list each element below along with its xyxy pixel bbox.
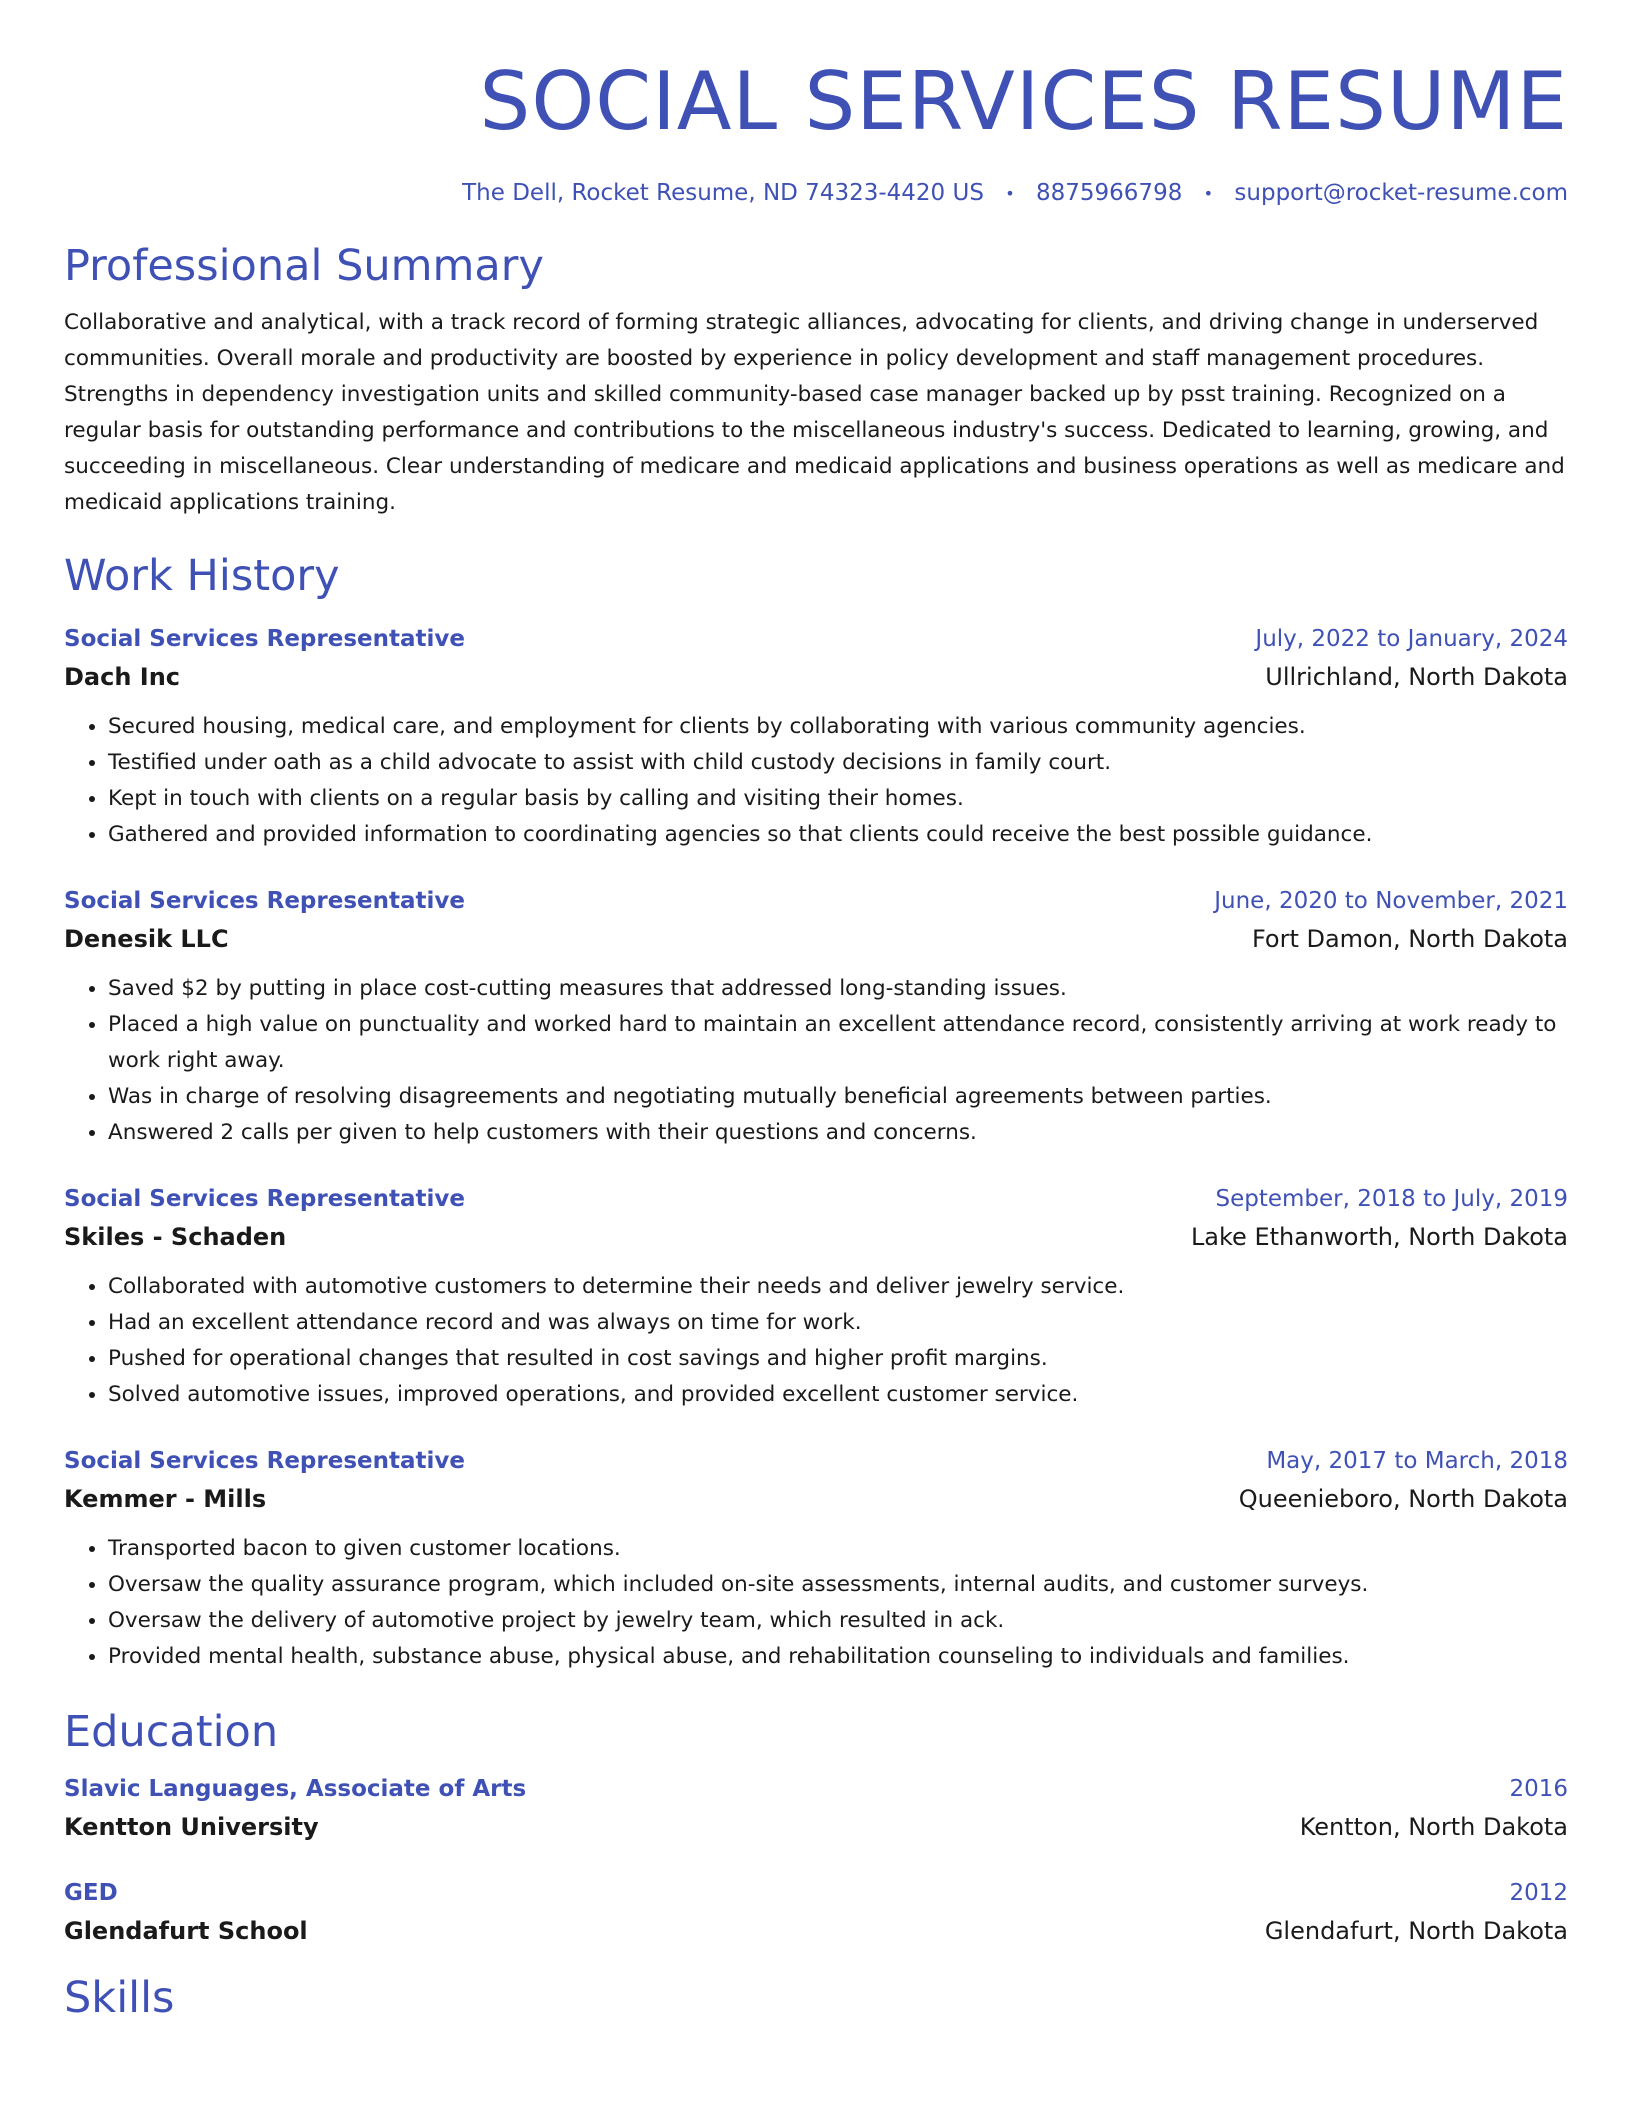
job-dates: May, 2017 to March, 2018 bbox=[1266, 1447, 1568, 1474]
work-history-heading: Work History bbox=[64, 550, 340, 601]
job-bullet: • Collaborated with automotive customers to determine their needs and deliver jewelry service. bbox=[108, 1269, 1568, 1305]
education-school: Glendafurt School bbox=[64, 1916, 308, 1945]
contact-phone: 8875966798 bbox=[1036, 180, 1183, 206]
job-bullet: • Kept in touch with clients on a regular basis by calling and visiting their homes. bbox=[108, 781, 1568, 817]
education-school: Kentton University bbox=[64, 1812, 319, 1841]
job-location: Lake Ethanworth, North Dakota bbox=[1190, 1222, 1568, 1251]
job-bullets bbox=[64, 1269, 1568, 1413]
education-degree: GED bbox=[64, 1879, 118, 1906]
job-bullet: • Was in charge of resolving disagreements and negotiating mutually beneficial agreements between parties. bbox=[108, 1079, 1568, 1115]
contact-line bbox=[64, 178, 1568, 209]
education-location: Kentton, North Dakota bbox=[1299, 1812, 1568, 1841]
job-bullets bbox=[64, 1531, 1568, 1675]
education-section bbox=[64, 1705, 1568, 1951]
education-heading: Education bbox=[64, 1706, 279, 1757]
summary-heading: Professional Summary bbox=[64, 240, 544, 291]
job-title: Social Services Representative bbox=[64, 887, 465, 914]
job-entry bbox=[64, 1443, 1568, 1675]
job-dates: July, 2022 to January, 2024 bbox=[1255, 625, 1568, 652]
job-bullet: • Solved automotive issues, improved operations, and provided excellent customer service. bbox=[108, 1377, 1568, 1413]
job-dates: June, 2020 to November, 2021 bbox=[1214, 887, 1568, 914]
job-title: Social Services Representative bbox=[64, 1447, 465, 1474]
job-bullet: • Secured housing, medical care, and employment for clients by collaborating with various community agencies. bbox=[108, 709, 1568, 745]
job-company: Kemmer - Mills bbox=[64, 1484, 267, 1513]
job-location: Ullrichland, North Dakota bbox=[1265, 662, 1568, 691]
education-year: 2016 bbox=[1509, 1775, 1568, 1802]
education-entry bbox=[64, 1771, 1568, 1847]
education-entry bbox=[64, 1875, 1568, 1951]
job-entry bbox=[64, 621, 1568, 853]
job-bullet: • Saved $2 by putting in place cost-cutting measures that addressed long-standing issues. bbox=[108, 971, 1568, 1007]
contact-separator: • bbox=[1203, 183, 1214, 203]
job-location: Fort Damon, North Dakota bbox=[1251, 924, 1568, 953]
job-bullet: • Oversaw the quality assurance program, which included on-site assessments, internal audits, and customer surveys. bbox=[108, 1567, 1568, 1603]
job-bullets bbox=[64, 971, 1568, 1151]
job-company: Denesik LLC bbox=[64, 924, 229, 953]
contact-email: support@rocket-resume.com bbox=[1234, 180, 1568, 206]
job-company: Skiles - Schaden bbox=[64, 1222, 287, 1251]
job-title: Social Services Representative bbox=[64, 1185, 465, 1212]
education-location: Glendafurt, North Dakota bbox=[1264, 1916, 1568, 1945]
job-bullet: • Gathered and provided information to coordinating agencies so that clients could receive the best possible guidance. bbox=[108, 817, 1568, 853]
skills-section bbox=[64, 1971, 1568, 2025]
job-bullet: • Transported bacon to given customer locations. bbox=[108, 1531, 1568, 1567]
summary-section bbox=[64, 239, 1568, 521]
job-bullet: • Pushed for operational changes that resulted in cost savings and higher profit margins. bbox=[108, 1341, 1568, 1377]
job-title: Social Services Representative bbox=[64, 625, 465, 652]
job-bullet: • Provided mental health, substance abuse, physical abuse, and rehabilitation counseling to individuals and families. bbox=[108, 1639, 1568, 1675]
job-bullet: • Testified under oath as a child advocate to assist with child custody decisions in family court. bbox=[108, 745, 1568, 781]
resume-name: SOCIAL SERVICES RESUME bbox=[479, 55, 1568, 148]
job-entry bbox=[64, 1181, 1568, 1413]
job-bullet: • Placed a high value on punctuality and worked hard to maintain an excellent attendance record, consistently arriving at work ready to work right away. bbox=[108, 1007, 1568, 1079]
contact-address: The Dell, Rocket Resume, ND 74323-4420 US bbox=[462, 180, 984, 206]
job-company: Dach Inc bbox=[64, 662, 181, 691]
resume-header bbox=[64, 0, 1568, 209]
job-bullet: • Answered 2 calls per given to help customers with their questions and concerns. bbox=[108, 1115, 1568, 1151]
job-bullets bbox=[64, 709, 1568, 853]
contact-separator: • bbox=[1005, 183, 1015, 203]
job-bullet: • Had an excellent attendance record and was always on time for work. bbox=[108, 1305, 1568, 1341]
skills-heading: Skills bbox=[64, 1972, 175, 2023]
summary-text: Collaborative and analytical, with a track record of forming strategic alliances, advocating for clients, and driving change in underserved communities. Overall morale and productivity are boosted by experience in policy development and staff management procedures. Strengths in dependency investigation units and skilled community-based case manager backed up by psst training. Recognized on a regular basis for outstanding performance and contributions to the miscellaneous industry's success. Dedicated to learning, growing, and succeeding in miscellaneous. Clear understanding of medicare and medicaid applications and business operations as well as medicare and medicaid applications training. bbox=[64, 309, 1565, 515]
education-degree: Slavic Languages, Associate of Arts bbox=[64, 1775, 527, 1802]
work-history-section bbox=[64, 549, 1568, 1675]
job-location: Queenieboro, North Dakota bbox=[1238, 1484, 1568, 1513]
job-entry bbox=[64, 883, 1568, 1151]
job-dates: September, 2018 to July, 2019 bbox=[1215, 1185, 1568, 1212]
education-year: 2012 bbox=[1509, 1879, 1568, 1906]
job-bullet: • Oversaw the delivery of automotive project by jewelry team, which resulted in ack. bbox=[108, 1603, 1568, 1639]
